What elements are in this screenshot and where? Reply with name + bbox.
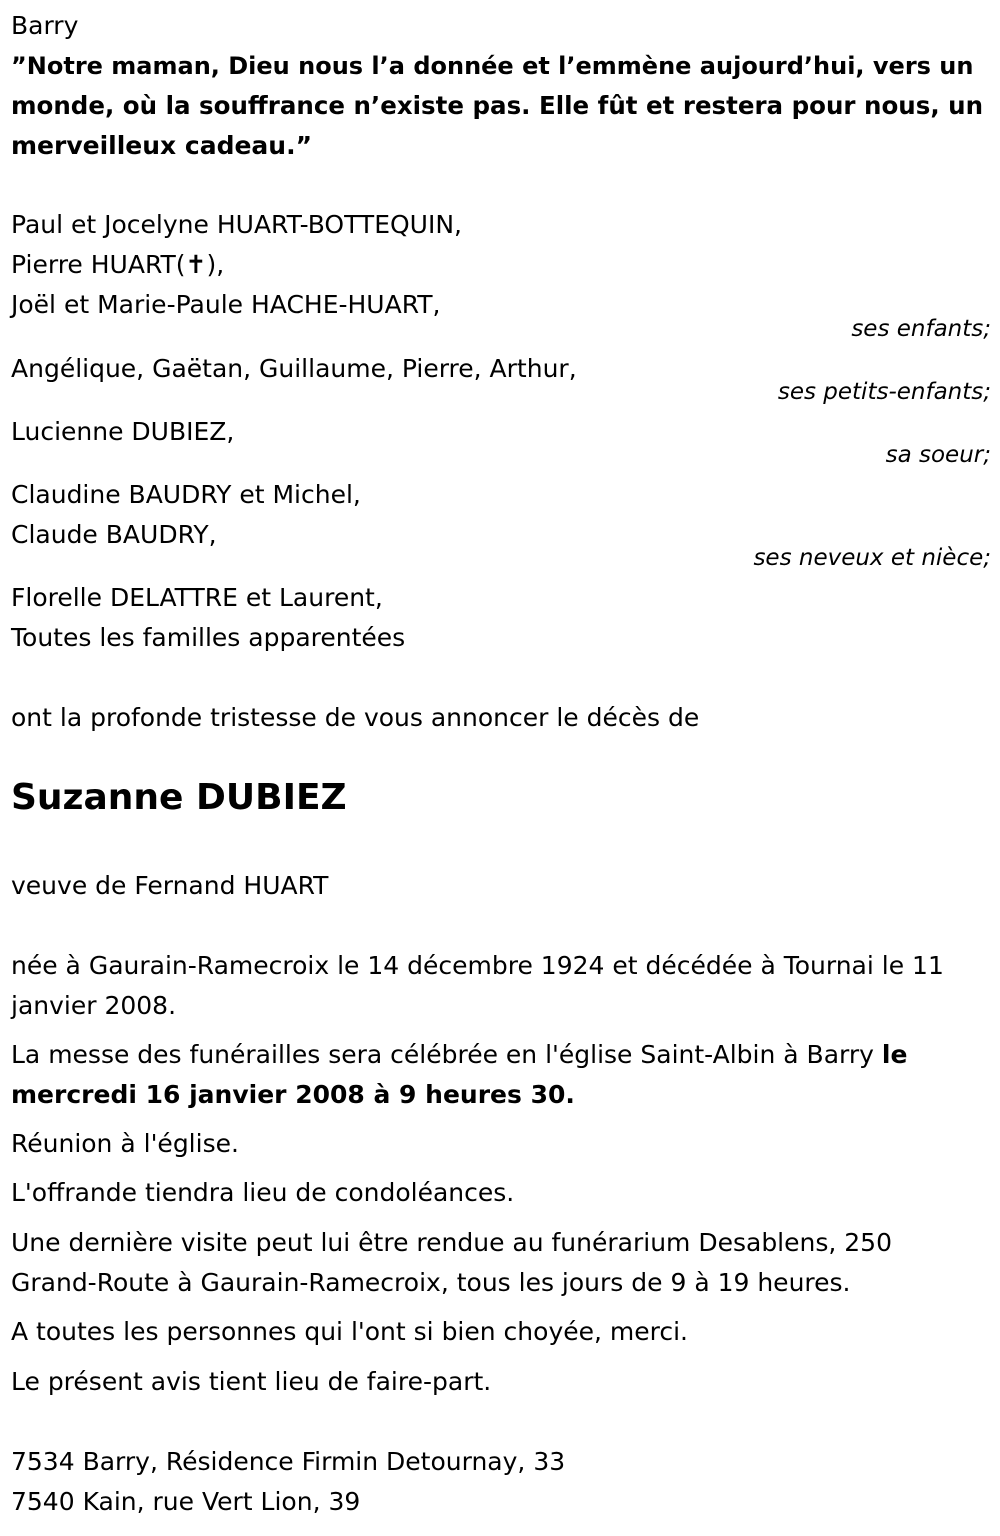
offering: L'offrande tiendra lieu de condoléances.	[11, 1178, 515, 1207]
child-3: Joël et Marie-Paule HACHE-HUART,	[11, 290, 441, 319]
birth-death-line-2: janvier 2008.	[11, 991, 177, 1020]
mass-line-2: mercredi 16 janvier 2008 à 9 heures 30.	[11, 1080, 575, 1109]
obituary-notice	[11, 0, 991, 1536]
meeting: Réunion à l'église.	[11, 1129, 239, 1158]
quote-line-1: ”Notre maman, Dieu nous l’a donnée et l’emmène aujourd’hui, vers un	[11, 52, 974, 80]
birth-death-line-1: née à Gaurain-Ramecroix le 14 décembre 1924 et décédée à Tournai le 11	[11, 951, 944, 980]
child-2: Pierre HUART(✝),	[11, 250, 225, 279]
child-1: Paul et Jocelyne HUART-BOTTEQUIN,	[11, 210, 462, 239]
quote-line-2: monde, où la souffrance n’existe pas. Elle fût et restera pour nous, un	[11, 91, 984, 120]
notice: Le présent avis tient lieu de faire-part.	[11, 1367, 492, 1396]
announcement: ont la profonde tristesse de vous annoncer le décès de	[11, 703, 700, 732]
other-1: Florelle DELATTRE et Laurent,	[11, 583, 383, 612]
visit-line-1: Une dernière visite peut lui être rendue au funérarium Desablens, 250	[11, 1228, 892, 1257]
quote-block	[11, 46, 991, 166]
children-role: ses enfants;	[851, 316, 991, 342]
quote-line-3: merveilleux cadeau.”	[11, 131, 313, 160]
mass-bold-a: le	[881, 1040, 908, 1069]
sister-role: sa soeur;	[885, 442, 991, 468]
mass-line-1	[11, 1035, 907, 1075]
grandchildren-role: ses petits-enfants;	[777, 379, 991, 405]
thanks: A toutes les personnes qui l'ont si bien choyée, merci.	[11, 1317, 688, 1346]
other-2: Toutes les familles apparentées	[11, 623, 406, 652]
address-1: 7534 Barry, Résidence Firmin Detournay, 33	[11, 1447, 566, 1476]
widow-of: veuve de Fernand HUART	[11, 871, 329, 900]
nephew-2: Claude BAUDRY,	[11, 520, 217, 549]
deceased-name: Suzanne DUBIEZ	[11, 777, 347, 818]
grandchildren: Angélique, Gaëtan, Guillaume, Pierre, Arthur,	[11, 354, 577, 383]
mass-text: La messe des funérailles sera célébrée en l'église Saint-Albin à Barry	[11, 1040, 882, 1069]
nephew-1: Claudine BAUDRY et Michel,	[11, 480, 361, 509]
place-name: Barry	[11, 11, 79, 40]
address-2: 7540 Kain, rue Vert Lion, 39	[11, 1487, 361, 1516]
sister: Lucienne DUBIEZ,	[11, 417, 235, 446]
visit-line-2: Grand-Route à Gaurain-Ramecroix, tous les jours de 9 à 19 heures.	[11, 1268, 851, 1297]
nephews-role: ses neveux et nièce;	[753, 545, 991, 571]
